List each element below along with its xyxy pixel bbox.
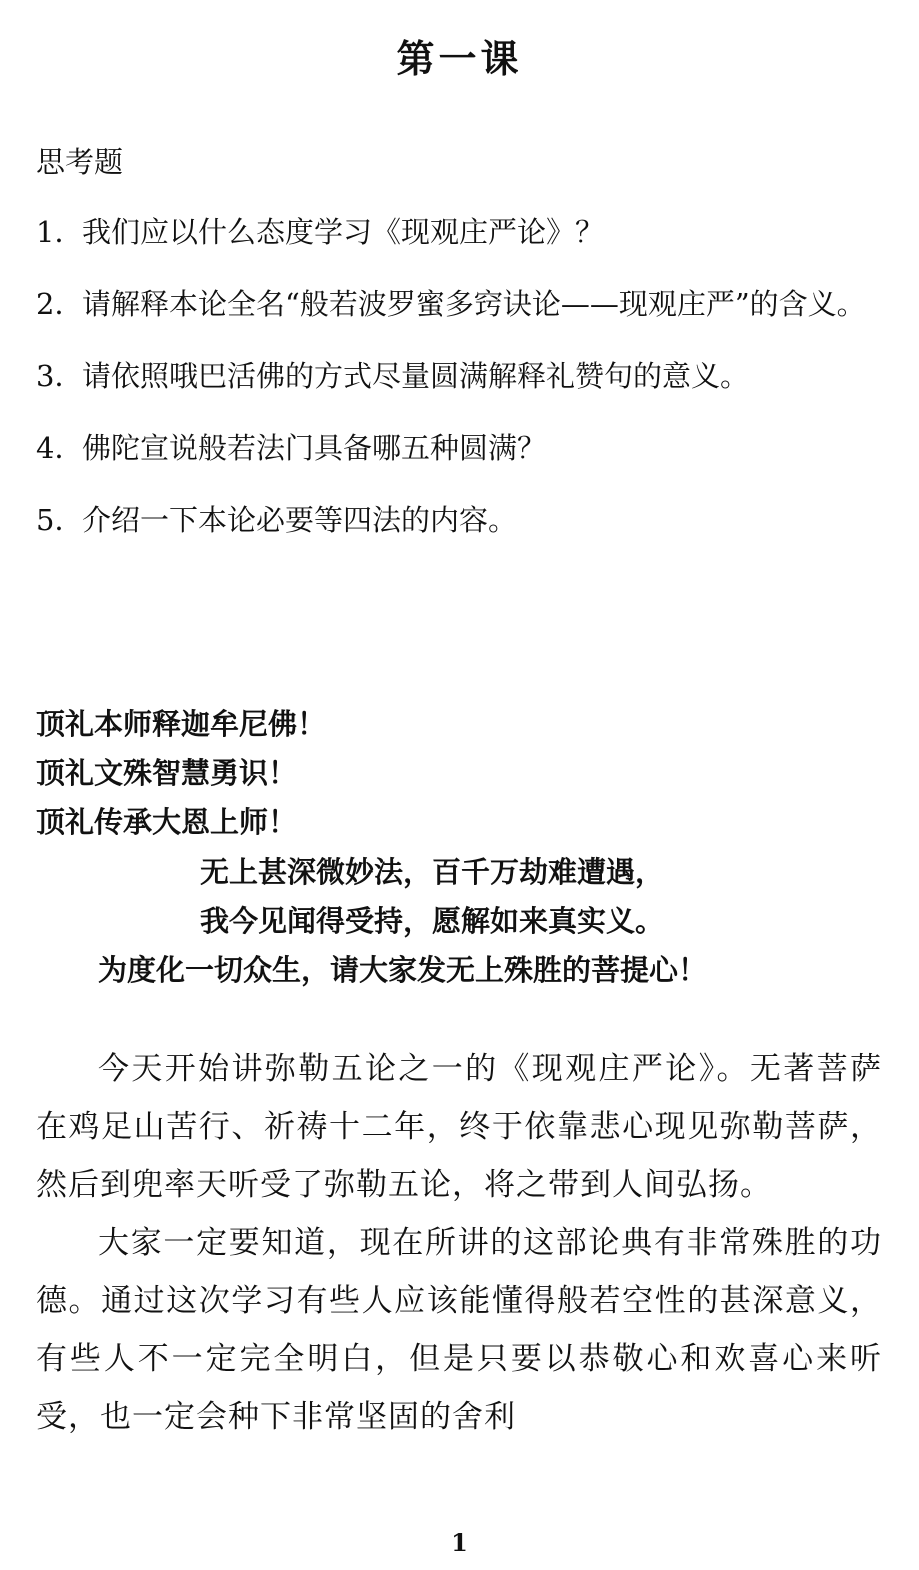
verse-line: 无上甚深微妙法，百千万劫难遭遇， [200, 855, 665, 889]
question-number: 3． [36, 359, 84, 393]
lesson-title: 第一课 [396, 36, 523, 81]
question-text: 佛陀宣说般若法门具备哪五种圆满？ [82, 431, 547, 465]
question-text: 请依照哦巴活佛的方式尽量圆满解释礼赞句的意义。 [82, 359, 750, 393]
homage-block [36, 700, 326, 847]
question-item [36, 356, 886, 396]
question-text: 我们应以什么态度学习《现观庄严论》？ [82, 215, 605, 249]
homage-line: 顶礼文殊智慧勇识！ [36, 756, 298, 790]
homage-line: 顶礼本师释迦牟尼佛！ [36, 707, 327, 741]
questions-heading: 思考题 [36, 145, 124, 179]
paragraph: 大家一定要知道，现在所讲的这部论典有非常殊胜的功德。通过这次学习有些人应该能懂得般若空性的甚深意义，有些人不一定完全明白，但是只要以恭敬心和欢喜心来听受，也一定会种下非常坚固的舍利 [36, 1225, 882, 1435]
question-item [36, 428, 886, 468]
question-number: 2． [36, 287, 84, 321]
verse-line: 我今见闻得受持，愿解如来真实义。 [200, 904, 665, 938]
homage-line: 顶礼传承大恩上师！ [36, 805, 298, 839]
question-text: 介绍一下本论必要等四法的内容。 [82, 503, 518, 537]
question-number: 1． [36, 215, 84, 249]
body-text [36, 1040, 882, 1446]
question-text: 请解释本论全名“般若波罗蜜多窍诀论——现观庄严”的含义。 [82, 287, 866, 321]
question-item [36, 212, 886, 252]
verse-block [0, 848, 919, 995]
verse-line: 为度化一切众生，请大家发无上殊胜的菩提心！ [98, 953, 708, 987]
question-number: 5． [36, 503, 84, 537]
question-number: 4． [36, 431, 84, 465]
paragraph: 今天开始讲弥勒五论之一的《现观庄严论》。无著菩萨在鸡足山苦行、祈祷十二年，终于依靠悲心现见弥勒菩萨，然后到兜率天听受了弥勒五论，将之带到人间弘扬。 [36, 1051, 882, 1203]
question-item [36, 500, 886, 540]
questions-list [36, 212, 886, 572]
page-number: 1 [451, 1528, 468, 1557]
question-item [36, 284, 886, 324]
